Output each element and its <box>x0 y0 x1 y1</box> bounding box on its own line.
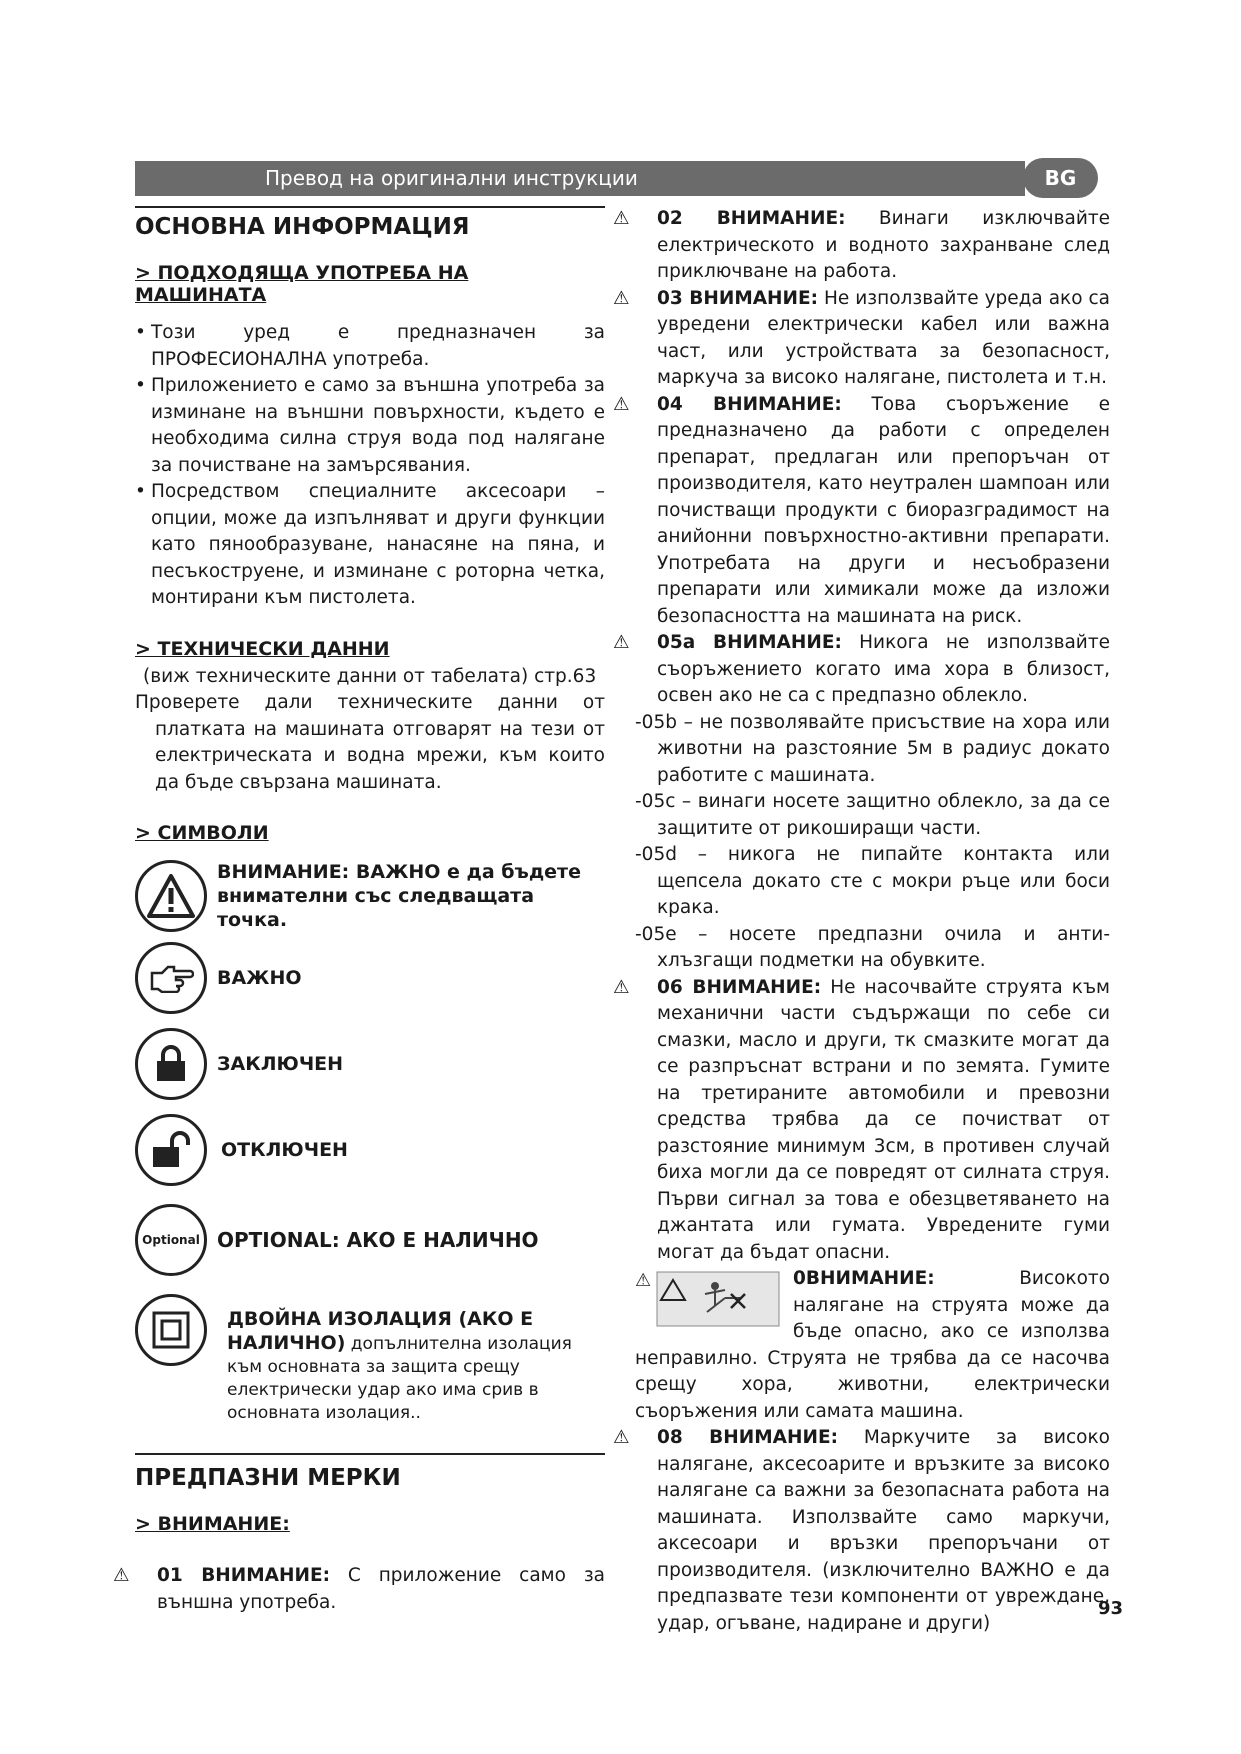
symbol-locked <box>135 1028 605 1100</box>
symbol-important <box>135 942 605 1014</box>
symbol-important-label: ВАЖНО <box>217 967 302 989</box>
warning-text: Високото налягане на струята може да бъде опасно, ако се използва неправилно. Струята не трябва да се насочва срещу хора, животни, електрически съоръжения или самата машина. <box>635 1268 1110 1422</box>
list-item: • Приложението е само за външна употреба за изминане на външни повърхности, където е необходима силна струя вода под налягане за почистване на замърсявания. <box>135 373 605 479</box>
unlock-icon <box>135 1114 207 1186</box>
warning-05d: -05d – никога не пипайте контакта или щепсела докато сте с мокри ръце или боси крака. <box>635 844 1110 918</box>
optional-icon: Optional <box>135 1204 207 1276</box>
warning-label: 0ВНИМАНИЕ: <box>793 1268 935 1289</box>
right-column <box>613 206 1110 1637</box>
warning-02 <box>613 206 1110 286</box>
list-item: • Този уред е предназначен за ПРОФЕСИОНАЛНА употреба. <box>135 320 605 373</box>
warning-text: Никога не използвайте съоръжението когато има хора в близост, освен ако не са с предпазно облекло. <box>657 632 1110 706</box>
warning-text: Не използвайте уреда ако са увредени електрически кабел или важна част, или устройствата за безопасност, маркуча за високо налягане, пистолета и т.н. <box>657 287 1110 388</box>
warning-label: 04 ВНИМАНИЕ: <box>657 393 842 415</box>
usage-list <box>135 320 605 612</box>
symbol-warning-label: ВНИМАНИЕ: ВАЖНО е да бъдете внимателни със следващата точка. <box>217 861 581 931</box>
warning-text: Винаги изключвайте електрическото и водното захранване след приключване на работа. <box>657 208 1110 282</box>
symbol-unlocked-label: ОТКЛЮЧЕН <box>221 1139 348 1161</box>
warning-text: С приложение само за външна употреба. <box>157 1565 605 1613</box>
warning-label: 01 ВНИМАНИЕ: <box>157 1565 330 1586</box>
warning-icon: ⚠ <box>113 1565 130 1586</box>
warning-06 <box>613 975 1110 1267</box>
warning-label: 03 ВНИМАНИЕ: <box>657 287 819 309</box>
warning-label: 05a ВНИМАНИЕ: <box>657 632 842 653</box>
section-title-general: ОСНОВНА ИНФОРМАЦИЯ <box>135 214 470 240</box>
warning-icon: ⚠ <box>613 632 630 653</box>
warning-label: 08 ВНИМАНИЕ: <box>657 1427 838 1448</box>
symbol-optional-label: OPTIONAL: АКО Е НАЛИЧНО <box>217 1228 539 1252</box>
warning-01 <box>113 1563 605 1616</box>
warning-icon: ⚠ <box>613 393 630 415</box>
warning-03 <box>613 286 1110 392</box>
symbol-optional <box>135 1204 605 1276</box>
warning-icon: ⚠ <box>613 1427 630 1448</box>
symbol-unlocked <box>135 1114 605 1186</box>
subheading-tech: > ТЕХНИЧЕСКИ ДАННИ <box>135 637 390 660</box>
warning-icon: ⚠ <box>613 976 630 998</box>
subheading-symbols: > СИМВОЛИ <box>135 822 269 844</box>
list-item: • Посредством специалните аксесоари – опции, може да изпълняват и други функции като пянообразуване, нанасяне на пяна, и песъкоструене, и изминане с роторна четка, монтирани към пистолета. <box>135 479 605 612</box>
svg-text:⚠: ⚠ <box>635 1270 652 1291</box>
warning-05c: -05c – винаги носете защитно облекло, за да се защитите от рикоширащи части. <box>635 791 1110 839</box>
warning-text: Маркучите за високо налягане, аксесоарите и връзките за високо налягане са важни за безопасната работа на машината. Използвайте само маркучи, аксесоари и връзки препоръчани от производителя. (изключително ВАЖНО е да предпазвате тези компоненти от увреждане, удар, огъване, надиране и други) <box>657 1427 1110 1634</box>
section-title-safety: ПРЕДПАЗНИ МЕРКИ <box>135 1465 401 1491</box>
warning-05b: -05b – не позволявайте присъствие на хора или животни на разстояние 5м в радиус докато работите с машината. <box>635 711 1110 786</box>
left-column <box>113 206 605 1616</box>
warning-05a <box>613 630 1110 710</box>
warning-text: Не насочвайте струята към механични части съдържащи по себе си смазки, масло и други, тк смазките могат да се разпръснат встрани и по земята. Гумите на третираните автомобили и превозни средства трябва да се почистват от разстояние минимум 3см, в противен случай биха могли да се повредят от силната струя. Първи сигнал за това е обезцветяването на джантата или гумата. Увредените гуми могат да бъдат опасни. <box>657 976 1110 1263</box>
warning-icon <box>135 860 207 932</box>
symbol-warning <box>135 860 605 932</box>
lock-icon <box>135 1028 207 1100</box>
symbol-double-desc: допълнителна изолация към основната за защита срещу електрически удар ако има срив в основната изолация.. <box>227 1334 572 1423</box>
symbol-double-insulation <box>135 1294 605 1425</box>
warning-text: Това съоръжение е предназначено да работи с определен препарат, предлаган или препоръчан от производителя, като неутрален шампоан или почистващи продукти с биоразградимост на анийонни повърхностно-активни препарати. Употребата на други и несъобразени препарати или химикали може да изложи безопасността на машината на риск. <box>657 393 1110 627</box>
warning-07 <box>635 1266 1110 1425</box>
subheading-attention: > ВНИМАНИЕ: <box>135 1513 290 1535</box>
warning-label: 02 ВНИМАНИЕ: <box>657 208 846 229</box>
tech-text: Проверете дали техническите данни от платката на машината отговарят на тези от електрическата и водна мрежи, към които да бъде свързана машината. <box>135 692 605 793</box>
warning-label: 06 ВНИМАНИЕ: <box>657 976 822 998</box>
pointing-hand-icon <box>135 942 207 1014</box>
tech-reference: (виж техническите данни от табелата) стр.63 <box>143 665 597 687</box>
warning-08 <box>613 1425 1110 1637</box>
symbol-double-text <box>227 1308 577 1425</box>
language-badge: BG <box>1023 158 1098 198</box>
warning-icon: ⚠ <box>613 287 630 309</box>
page-number: 93 <box>1098 1598 1124 1619</box>
header-title: Превод на оригинални инструкции <box>265 166 638 190</box>
double-insulation-icon <box>135 1294 207 1366</box>
warning-07-figure <box>635 1268 783 1328</box>
warning-05e: -05e – носете предпазни очила и анти-хлъзгащи подметки на обувките. <box>635 923 1110 971</box>
symbol-locked-label: ЗАКЛЮЧЕН <box>217 1053 344 1075</box>
subheading-usage: > ПОДХОДЯЩА УПОТРЕБА НА МАШИНАТА <box>135 262 469 306</box>
warning-04 <box>613 392 1110 631</box>
warning-icon: ⚠ <box>613 208 630 229</box>
symbol-double-label: ДВОЙНА ИЗОЛАЦИЯ (АКО Е НАЛИЧНО) <box>227 1308 534 1354</box>
